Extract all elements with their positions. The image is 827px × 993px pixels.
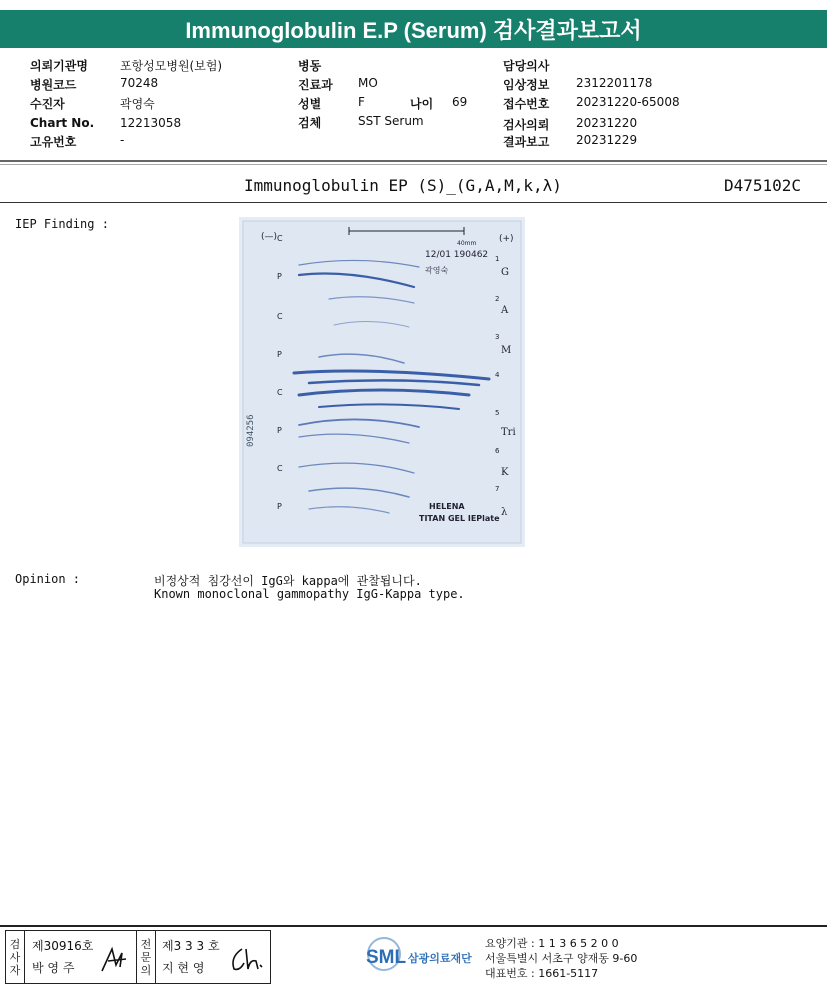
gel-brand: HELENA — [429, 502, 465, 511]
signature-box — [5, 930, 271, 984]
gel-plate — [243, 221, 521, 543]
sml-logo — [362, 935, 482, 977]
polarity-negative: (—) — [261, 232, 278, 242]
lane-label-6: λ — [501, 507, 508, 518]
request-label: 검사의뢰 — [503, 118, 550, 132]
dept-label: 진료과 — [298, 78, 333, 92]
gel-mark-7: C — [277, 464, 283, 473]
specialist-number: 제3 3 3 호 — [162, 939, 220, 953]
lane-label-2: A — [501, 305, 509, 316]
test-code: D475102C — [724, 176, 802, 195]
org-code: 요양기관 : 1 1 3 6 5 2 0 0 — [485, 937, 619, 950]
org-address: 서울특별시 서초구 양재동 9-60 — [485, 952, 638, 965]
chart-label: Chart No. — [30, 116, 95, 130]
org-info — [485, 936, 637, 981]
gel-mark-4: P — [277, 350, 282, 359]
gel-mark-6: P — [277, 426, 282, 435]
doctor-label: 담당의사 — [503, 59, 550, 73]
sex-label: 성별 — [298, 97, 322, 111]
patient-info — [0, 55, 827, 160]
receipt-label: 접수번호 — [503, 97, 550, 111]
hospital-value: 포항성모병원(보험) — [120, 59, 223, 73]
patient-label: 수진자 — [30, 97, 65, 111]
specimen-label: 검체 — [298, 116, 322, 130]
report-date-value: 20231229 — [576, 133, 638, 147]
lane-label-4: Tri — [501, 427, 516, 438]
scale-label: 40mm — [457, 240, 477, 247]
gel-side-id: 094256 — [246, 414, 256, 447]
test-title: Immunoglobulin EP (S)_(G,A,M,k,λ) — [244, 176, 562, 195]
specialist-name: 지 현 영 — [162, 961, 205, 975]
examiner-number: 제30916호 — [32, 939, 94, 953]
foundation-name: 삼광의료재단 — [408, 952, 472, 965]
lane-number-1: 1 — [495, 255, 500, 263]
divider-top — [0, 160, 827, 162]
clinical-label: 임상정보 — [503, 78, 550, 92]
opinion-label: Opinion : — [15, 572, 81, 586]
lane-number-2: 2 — [495, 295, 500, 303]
unique-label: 고유번호 — [30, 135, 77, 149]
electrophoresis-gel-image — [239, 217, 525, 547]
dept-value: MO — [358, 76, 378, 90]
lane-number-6: 6 — [495, 447, 500, 455]
logo-text: SML — [366, 947, 407, 968]
specimen-value: SST Serum — [358, 114, 424, 128]
code-label: 병원코드 — [30, 78, 77, 92]
report-date-label: 결과보고 — [503, 135, 550, 149]
ward-label: 병동 — [298, 59, 322, 73]
lane-number-5: 5 — [495, 409, 500, 417]
specialist-signature — [228, 943, 264, 975]
polarity-positive: (+) — [499, 234, 514, 244]
org-phone: 대표번호 : 1661-5117 — [485, 967, 599, 980]
gel-mark-1: C — [277, 234, 283, 243]
test-divider — [0, 202, 827, 203]
lane-number-3: 3 — [495, 333, 500, 341]
age-value: 69 — [452, 95, 468, 109]
report-title: Immunoglobulin E.P (Serum) 검사결과보고서 — [0, 10, 827, 48]
chart-value: 12213058 — [120, 116, 182, 130]
hospital-label: 의뢰기관명 — [30, 59, 88, 73]
gel-mark-3: C — [277, 312, 283, 321]
gel-mark-2: P — [277, 272, 282, 281]
lane-label-1: G — [501, 267, 509, 278]
lane-label-3: M — [501, 345, 512, 356]
unique-value: - — [120, 133, 125, 147]
iep-finding-label: IEP Finding : — [15, 217, 109, 231]
gel-mark-8: P — [277, 502, 282, 511]
lane-label-5: K — [501, 467, 509, 478]
examiner-label: 검사자 — [6, 931, 25, 983]
sex-value: F — [358, 95, 365, 109]
opinion-line-2: Known monoclonal gammopathy IgG-Kappa type. — [154, 587, 465, 601]
code-value: 70248 — [120, 76, 159, 90]
footer-divider — [0, 925, 827, 927]
clinical-value: 2312201178 — [576, 76, 653, 90]
gel-date-id: 12/01 190462 — [425, 250, 489, 260]
gel-mark-5: C — [277, 388, 283, 397]
receipt-value: 20231220-65008 — [576, 95, 680, 109]
lane-number-7: 7 — [495, 485, 500, 493]
specialist-label: 전문의 — [136, 931, 156, 983]
opinion-line-1: 비정상적 침강선이 IgG와 kappa에 관찰됩니다. — [154, 574, 422, 588]
examiner-signature — [98, 943, 132, 975]
request-value: 20231220 — [576, 116, 638, 130]
age-label: 나이 — [410, 97, 434, 111]
patient-value: 곽영숙 — [120, 97, 155, 111]
gel-plate-name: TITAN GEL IEPlate — [419, 514, 500, 523]
lane-number-4: 4 — [495, 371, 500, 379]
divider-top-thin — [0, 164, 827, 165]
examiner-name: 박 영 주 — [32, 961, 75, 975]
gel-patient-name: 곽영숙 — [425, 266, 449, 275]
